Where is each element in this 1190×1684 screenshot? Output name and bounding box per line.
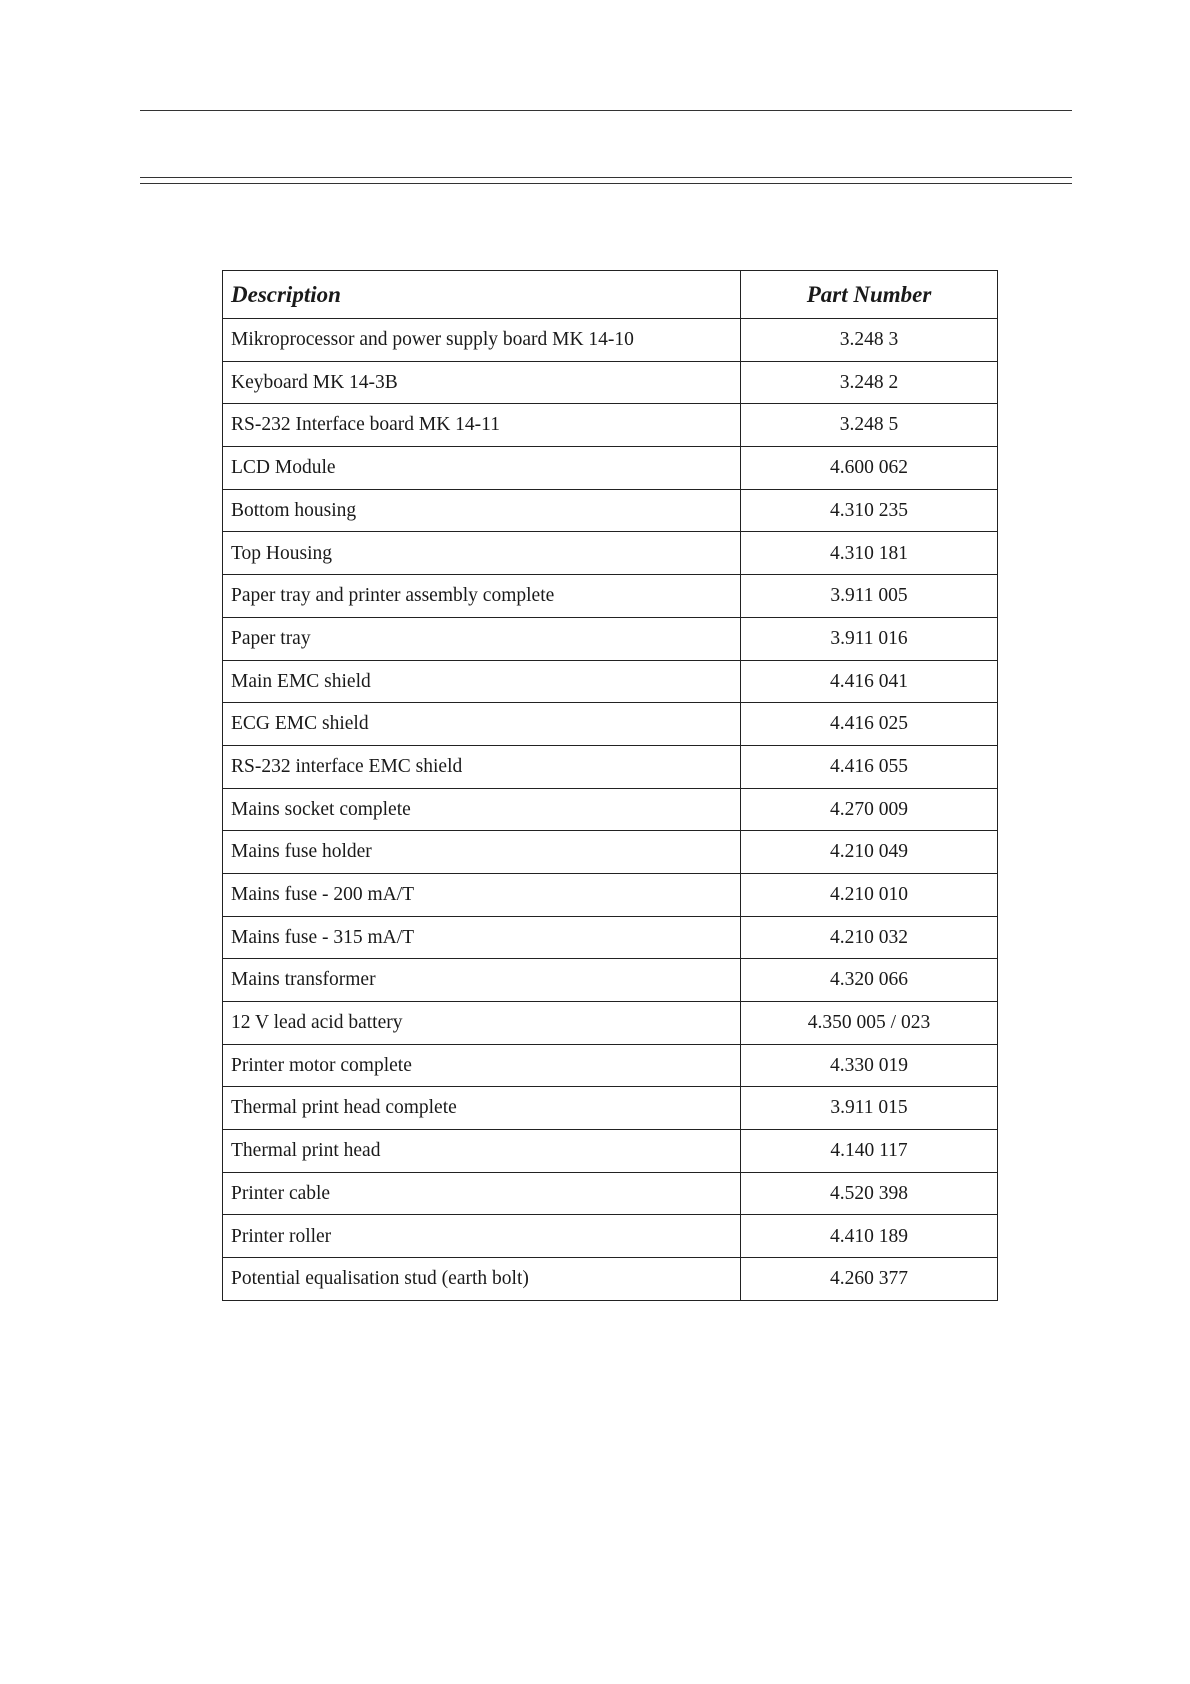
column-header-part-number: Part Number — [741, 271, 998, 319]
row-part-number: 4.416 025 — [741, 703, 998, 746]
row-description: Printer cable — [223, 1172, 741, 1215]
row-description: Top Housing — [223, 532, 741, 575]
row-part-number: 4.320 066 — [741, 959, 998, 1002]
row-description: Paper tray — [223, 617, 741, 660]
table-row — [223, 1044, 998, 1087]
table-row — [223, 1002, 998, 1045]
table-row — [223, 703, 998, 746]
table-row — [223, 788, 998, 831]
column-header-description: Description — [223, 271, 741, 319]
row-description: Bottom housing — [223, 489, 741, 532]
row-part-number: 4.416 055 — [741, 745, 998, 788]
row-part-number: 4.140 117 — [741, 1130, 998, 1173]
row-description: Keyboard MK 14-3B — [223, 361, 741, 404]
row-part-number: 3.911 015 — [741, 1087, 998, 1130]
row-part-number: 4.210 010 — [741, 873, 998, 916]
row-description: LCD Module — [223, 447, 741, 490]
row-description: Mains fuse - 200 mA/T — [223, 873, 741, 916]
row-description: 12 V lead acid battery — [223, 1002, 741, 1045]
table-row — [223, 361, 998, 404]
table-row — [223, 447, 998, 490]
row-part-number: 3.248 3 — [741, 319, 998, 362]
table-row — [223, 489, 998, 532]
table-row — [223, 1087, 998, 1130]
table-header-row — [223, 271, 998, 319]
table-row — [223, 1215, 998, 1258]
table-row — [223, 532, 998, 575]
row-description: Mains socket complete — [223, 788, 741, 831]
table-row — [223, 575, 998, 618]
table-row — [223, 617, 998, 660]
row-description: Mains fuse - 315 mA/T — [223, 916, 741, 959]
table-row — [223, 1258, 998, 1301]
row-part-number: 4.210 049 — [741, 831, 998, 874]
parts-table — [222, 270, 998, 1301]
table-row — [223, 831, 998, 874]
row-description: Mikroprocessor and power supply board MK 14-10 — [223, 319, 741, 362]
row-part-number: 4.416 041 — [741, 660, 998, 703]
section-rule-lower — [140, 183, 1072, 184]
row-part-number: 4.330 019 — [741, 1044, 998, 1087]
table-row — [223, 660, 998, 703]
row-part-number: 4.600 062 — [741, 447, 998, 490]
header-rule — [140, 110, 1072, 111]
row-description: Mains transformer — [223, 959, 741, 1002]
row-part-number: 4.260 377 — [741, 1258, 998, 1301]
table-row — [223, 1172, 998, 1215]
row-part-number: 3.911 016 — [741, 617, 998, 660]
row-description: Printer roller — [223, 1215, 741, 1258]
row-description: Printer motor complete — [223, 1044, 741, 1087]
row-part-number: 4.410 189 — [741, 1215, 998, 1258]
table-row — [223, 916, 998, 959]
parts-table-body — [223, 319, 998, 1301]
row-description: Potential equalisation stud (earth bolt) — [223, 1258, 741, 1301]
table-row — [223, 873, 998, 916]
table-row — [223, 404, 998, 447]
table-row — [223, 959, 998, 1002]
row-description: Main EMC shield — [223, 660, 741, 703]
row-part-number: 4.310 181 — [741, 532, 998, 575]
table-row — [223, 745, 998, 788]
row-description: Thermal print head — [223, 1130, 741, 1173]
row-description: RS-232 interface EMC shield — [223, 745, 741, 788]
row-part-number: 3.248 2 — [741, 361, 998, 404]
section-rule-upper — [140, 177, 1072, 178]
row-part-number: 3.911 005 — [741, 575, 998, 618]
row-part-number: 4.520 398 — [741, 1172, 998, 1215]
row-description: Thermal print head complete — [223, 1087, 741, 1130]
row-description: RS-232 Interface board MK 14-11 — [223, 404, 741, 447]
row-description: Paper tray and printer assembly complete — [223, 575, 741, 618]
row-part-number: 4.210 032 — [741, 916, 998, 959]
row-part-number: 3.248 5 — [741, 404, 998, 447]
table-row — [223, 1130, 998, 1173]
row-description: ECG EMC shield — [223, 703, 741, 746]
row-part-number: 4.350 005 / 023 — [741, 1002, 998, 1045]
row-part-number: 4.310 235 — [741, 489, 998, 532]
row-part-number: 4.270 009 — [741, 788, 998, 831]
table-row — [223, 319, 998, 362]
row-description: Mains fuse holder — [223, 831, 741, 874]
